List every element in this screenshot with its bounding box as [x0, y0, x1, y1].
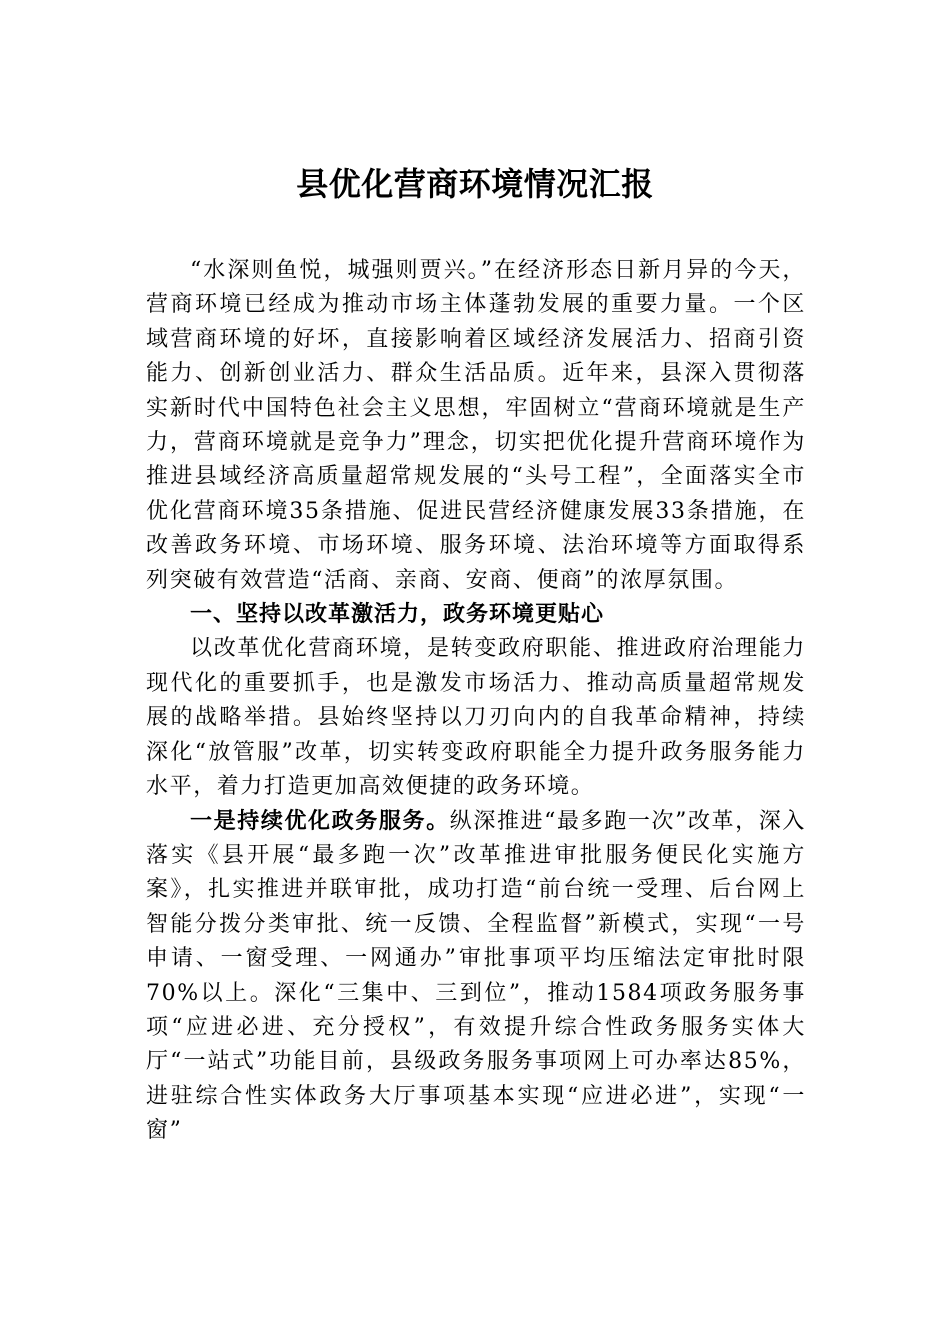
paragraph-intro: “水深则鱼悦，城强则贾兴。”在经济形态日新月异的今天，营商环境已经成为推动市场主体蓬勃发展的重要力量。一个区域营商环境的好坏，直接影响着区域经济发展活力、招商引资能力、创新创业活力、群众生活品质。近年来，县深入贯彻落实新时代中国特色社会主义思想，牢固树立“营商环境就是生产力，营商环境就是竞争力”理念，切实把优化提升营商环境作为推进县域经济高质量超常规发展的“头号工程”，全面落实全市优化营商环境35条措施、促进民营经济健康发展33条措施，在改善政务环境、市场环境、服务环境、法治环境等方面取得系列突破有效营造“活商、亲商、安商、便商”的浓厚氛围。 [146, 258, 806, 593]
paragraph-item-1 [146, 805, 806, 1149]
document-body [146, 254, 806, 1149]
section-heading-1: 一、坚持以改革激活力，政务环境更贴心 [190, 602, 605, 628]
paragraph-item-1-text: 纵深推进“最多跑一次”改革，深入落实《县开展“最多跑一次”改革推进审批服务便民化实施方案》，扎实推进并联审批，成功打造“前台统一受理、后台网上智能分拨分类审批、统一反馈、全程监督”新模式，实现“一号申请、一窗受理、一网通办”审批事项平均压缩法定审批时限70%以上。深化“三集中、三到位”，推动1584项政务服务事项“应进必进、充分授权”，有效提升综合性政务服务实体大厅“一站式”功能目前，县级政务服务事项网上可办率达85%，进驻综合性实体政务大厅事项基本实现“应进必进”，实现“一窗” [146, 808, 806, 1144]
paragraph-section-1: 以改革优化营商环境，是转变政府职能、推进政府治理能力现代化的重要抓手，也是激发市场活力、推动高质量超常规发展的战略举措。县始终坚持以刀刃向内的自我革命精神，持续深化“放管服”改革，切实转变政府职能全力提升政务服务能力水平，着力打造更加高效便捷的政务环境。 [146, 636, 806, 800]
document-title: 县优化营商环境情况汇报 [296, 165, 654, 203]
paragraph-item-1-lead: 一是持续优化政务服务。 [190, 808, 450, 834]
